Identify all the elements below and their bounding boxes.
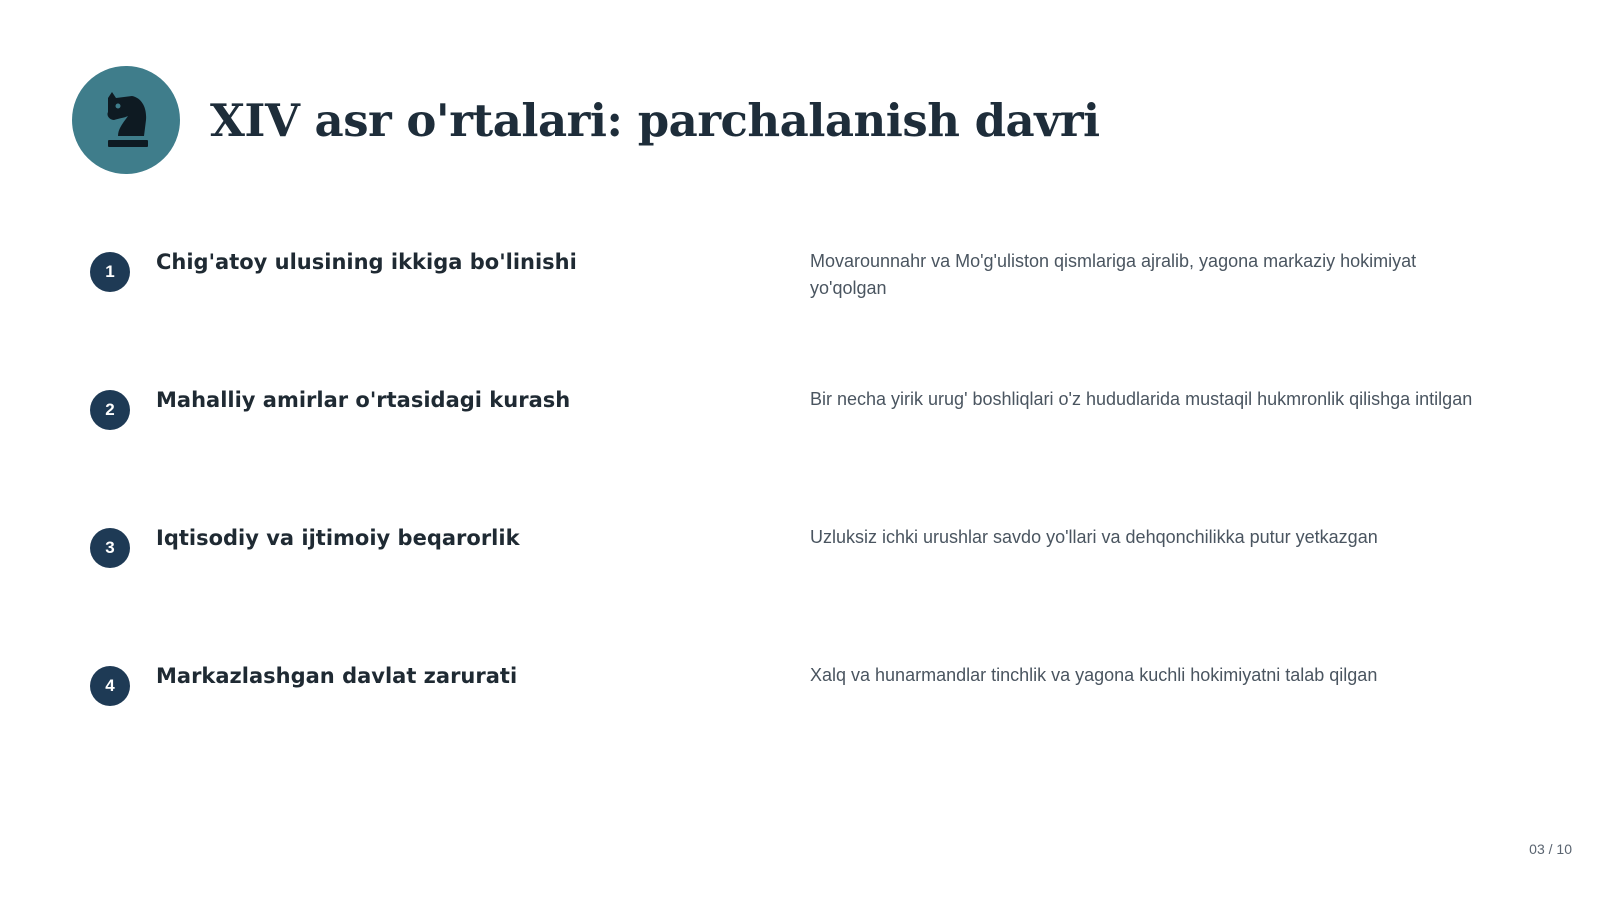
item-number-badge: 1: [90, 252, 130, 292]
page-indicator: 03 / 10: [1529, 841, 1572, 857]
list-item: [90, 248, 1510, 386]
item-description: Movarounnahr va Mo'g'uliston qismlariga ajralib, yagona markaziy hokimiyat yo'qolgan: [810, 251, 1417, 298]
item-description: Bir necha yirik urug' boshliqlari o'z hududlarida mustaqil hukmronlik qilishga intilgan: [810, 389, 1473, 409]
item-description: Xalq va hunarmandlar tinchlik va yagona kuchli hokimiyatni talab qilgan: [810, 665, 1378, 685]
item-description: Uzluksiz ichki urushlar savdo yo'llari va dehqonchilikka putur yetkazgan: [810, 527, 1378, 547]
item-title: Markazlashgan davlat zarurati: [156, 664, 518, 688]
item-number-badge: 3: [90, 528, 130, 568]
slide-header: [72, 66, 1100, 174]
list-item: [90, 386, 1510, 524]
item-title: Chig'atoy ulusining ikkiga bo'linishi: [156, 250, 577, 274]
item-number-badge: 4: [90, 666, 130, 706]
page-title: XIV asr o'rtalari: parchalanish davri: [210, 93, 1100, 147]
item-number-badge: 2: [90, 390, 130, 430]
list-item: [90, 524, 1510, 662]
list-item: [90, 662, 1510, 800]
chess-knight-icon: [102, 90, 150, 150]
logo-badge: [72, 66, 180, 174]
item-title: Iqtisodiy va ijtimoiy beqarorlik: [156, 526, 520, 550]
item-title: Mahalliy amirlar o'rtasidagi kurash: [156, 388, 571, 412]
item-list: [90, 248, 1510, 800]
